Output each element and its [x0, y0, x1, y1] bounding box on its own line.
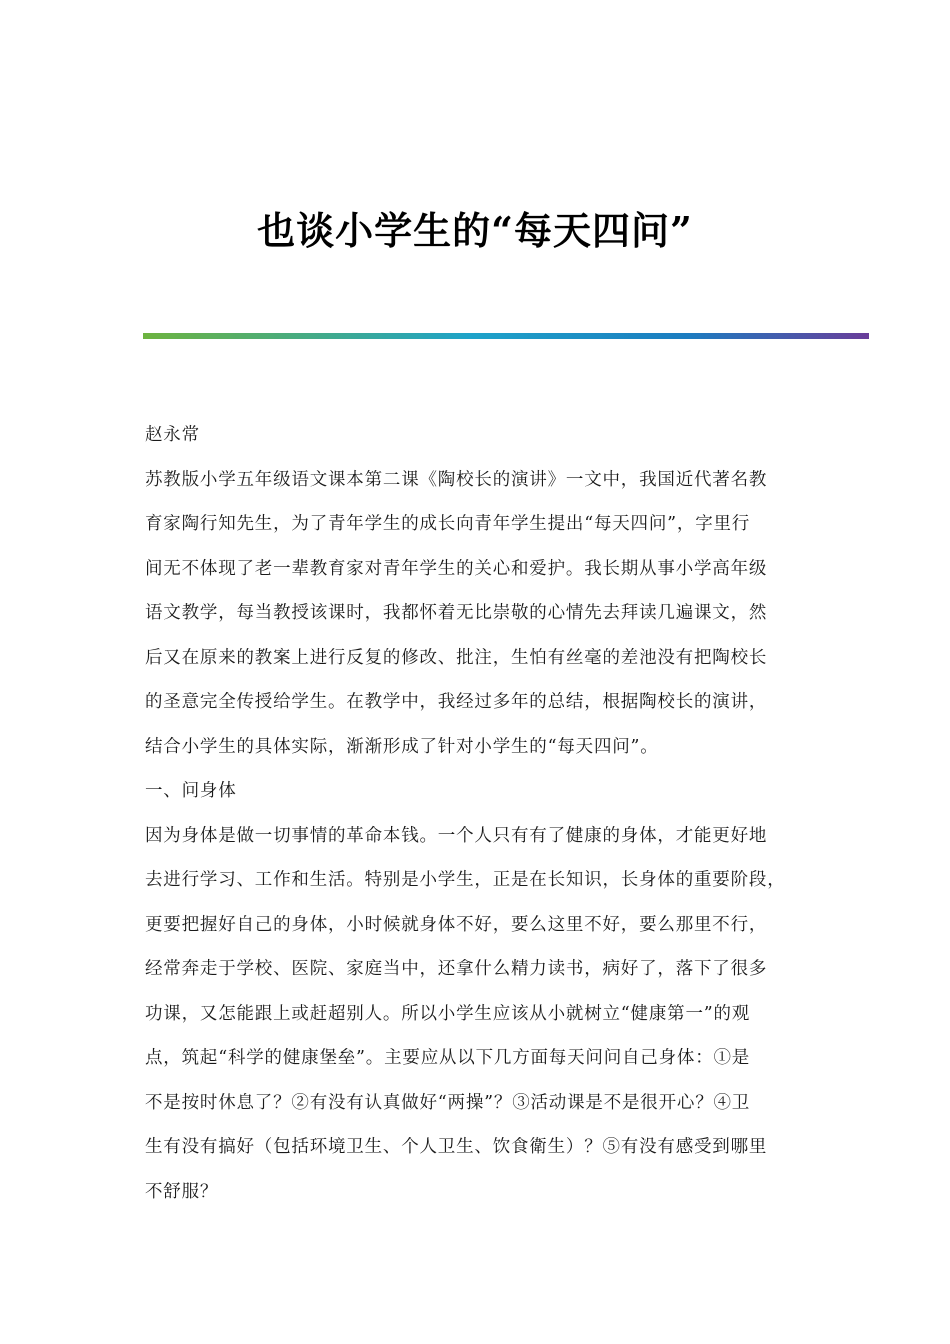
paragraph-line: 语文教学，每当教授该课时，我都怀着无比崇敬的心情先去拜读几遍课文，然	[145, 603, 768, 623]
author-line: 赵永常	[145, 425, 200, 445]
page-title: 也谈小学生的“每天四问”	[257, 208, 693, 253]
paragraph-line: 不舒服？	[145, 1181, 219, 1202]
paragraph-line: 更要把握好自己的身体，小时候就身体不好，要么这里不好，要么那里不行，	[145, 914, 768, 935]
paragraph-line: 不是按时休息了？②有没有认真做好“两操”？③活动课是不是很开心？④卫	[145, 1092, 751, 1113]
paragraph-line: 生有没有搞好（包括环境卫生、个人卫生、饮食衛生）？⑤有没有感受到哪里	[145, 1137, 768, 1157]
paragraph-line: 去进行学习、工作和生活。特别是小学生，正是在长知识，长身体的重要阶段，	[145, 870, 786, 890]
paragraph-line: 点，筑起“科学的健康堡垒”。主要应从以下几方面每天问问自己身体：①是	[145, 1048, 751, 1068]
paragraph-line: 功课，又怎能跟上或赶超别人。所以小学生应该从小就树立“健康第一”的观	[145, 1003, 751, 1024]
paragraph-line: 苏教版小学五年级语文课本第二课《陶校长的演讲》一文中，我国近代著名教	[145, 469, 768, 490]
section-heading: 一、问身体	[145, 781, 237, 801]
paragraph-line: 的圣意完全传授给学生。在教学中，我经过多年的总结，根据陶校长的演讲，	[145, 692, 768, 712]
paragraph-line: 因为身体是做一切事情的革命本钱。一个人只有有了健康的身体，才能更好地	[145, 825, 768, 846]
paragraph-line: 育家陶行知先生，为了青年学生的成长向青年学生提出“每天四问”，字里行	[145, 514, 751, 534]
paragraph-line: 后又在原来的教案上进行反复的修改、批注，生怕有丝毫的差池没有把陶校长	[145, 647, 768, 668]
article-body	[145, 420, 810, 1221]
title-divider	[143, 333, 869, 339]
paragraph-line: 经常奔走于学校、医院、家庭当中，还拿什么精力读书，病好了，落下了很多	[145, 959, 768, 979]
paragraph-line: 间无不体现了老一辈教育家对青年学生的关心和爱护。我长期从事小学高年级	[145, 558, 768, 579]
paragraph-line: 结合小学生的具体实际，渐渐形成了针对小学生的“每天四问”。	[145, 736, 659, 757]
